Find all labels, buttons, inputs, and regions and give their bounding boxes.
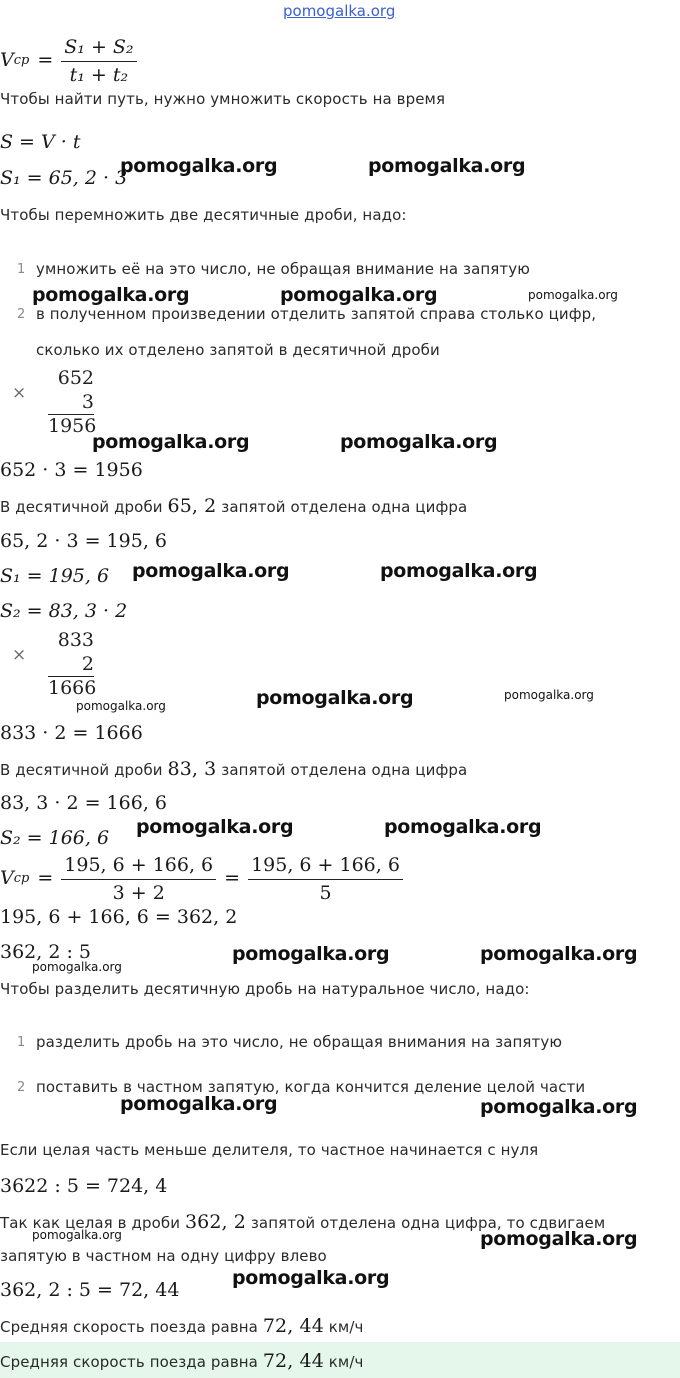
watermark-small: pomogalka.org xyxy=(504,688,594,702)
watermark: pomogalka.org xyxy=(32,284,190,306)
watermark: pomogalka.org xyxy=(92,431,250,453)
equals-sign: = xyxy=(37,867,54,889)
decimal-value: 65, 2 xyxy=(167,495,217,517)
v-symbol: V xyxy=(0,49,14,71)
formula-mult2-line: 833 · 2 = 1666 xyxy=(0,722,143,744)
v-symbol: V xyxy=(0,867,14,889)
answer-value: 72, 44 xyxy=(262,1315,324,1337)
formula-s2-expr: S₂ = 83, 3 · 2 xyxy=(0,600,128,622)
list-number: 2 xyxy=(17,1080,26,1095)
shift-text-line2: запятую в частном на одну цифру влево xyxy=(0,1247,327,1265)
multiply-step-2-line2: сколько их отделено запятой в десятичной дроби xyxy=(36,341,440,359)
watermark: pomogalka.org xyxy=(232,943,390,965)
fraction xyxy=(248,853,403,904)
formula-s1-expr: S₁ = 65, 2 · 3 xyxy=(0,167,128,189)
shift-text: Так как целая в дроби xyxy=(0,1214,181,1232)
final-answer-text xyxy=(0,1350,363,1372)
decimal-note-text: В десятичной дроби xyxy=(0,761,163,779)
divide-step-2: поставить в частном запятую, когда кончится деление целой части xyxy=(36,1078,586,1096)
zero-rule-text: Если целая часть меньше делителя, то частное начинается с нуля xyxy=(0,1141,539,1159)
shift-text: запятой отделена одна цифра, то сдвигаем xyxy=(250,1214,606,1232)
column-factor-b: 3 xyxy=(81,391,94,413)
fraction-numerator: 195, 6 + 166, 6 xyxy=(248,853,403,880)
formula-div-result: 362, 2 : 5 = 72, 44 xyxy=(0,1279,180,1301)
equals-sign: = xyxy=(37,49,54,71)
decimal-note-2 xyxy=(0,758,467,780)
watermark: pomogalka.org xyxy=(384,816,542,838)
column-multiplication-2 xyxy=(48,628,97,699)
v-subscript: cp xyxy=(13,52,30,68)
watermark: pomogalka.org xyxy=(368,155,526,177)
final-answer-value: 72, 44 xyxy=(262,1350,324,1372)
formula-div-int: 3622 : 5 = 724, 4 xyxy=(0,1175,168,1197)
watermark: pomogalka.org xyxy=(136,816,294,838)
fraction-denominator: t₁ + t₂ xyxy=(69,63,129,86)
formula-s-vt: S = V · t xyxy=(0,131,81,153)
watermark: pomogalka.org xyxy=(120,155,278,177)
fraction-numerator: 195, 6 + 166, 6 xyxy=(61,853,216,880)
decimal-note-1 xyxy=(0,495,467,517)
final-answer-unit: км/ч xyxy=(328,1353,364,1371)
fraction xyxy=(61,35,136,86)
watermark: pomogalka.org xyxy=(256,687,414,709)
formula-sum-line: 195, 6 + 166, 6 = 362, 2 xyxy=(0,906,238,928)
answer-label: Средняя скорость поезда равна xyxy=(0,1318,258,1336)
column-factor-a: 833 xyxy=(57,629,94,651)
column-factor-b: 2 xyxy=(81,653,94,675)
equals-sign: = xyxy=(224,867,241,889)
list-number: 1 xyxy=(17,262,26,277)
formula-mult1-line: 652 · 3 = 1956 xyxy=(0,459,143,481)
column-result: 1956 xyxy=(48,415,97,437)
multiply-step-1: умножить её на это число, не обращая внимание на запятую xyxy=(36,260,530,278)
watermark: pomogalka.org xyxy=(120,1093,278,1115)
answer-text xyxy=(0,1315,363,1337)
list-number: 2 xyxy=(17,307,26,322)
times-sign: × xyxy=(12,645,27,665)
watermark: pomogalka.org xyxy=(480,943,638,965)
avg-speed-substitution xyxy=(0,849,403,907)
decimal-note-text: запятой отделена одна цифра xyxy=(221,498,468,516)
watermark: pomogalka.org xyxy=(380,560,538,582)
formula-s1-result: S₁ = 195, 6 xyxy=(0,565,110,587)
decimal-note-text: запятой отделена одна цифра xyxy=(221,761,468,779)
answer-unit: км/ч xyxy=(328,1318,364,1336)
fraction-denominator: 3 + 2 xyxy=(112,881,165,904)
watermark: pomogalka.org xyxy=(480,1096,638,1118)
shift-value: 362, 2 xyxy=(184,1211,246,1233)
fraction xyxy=(61,853,216,904)
decimal-value: 83, 3 xyxy=(167,758,217,780)
fraction-denominator: 5 xyxy=(319,881,332,904)
multiply-intro-text: Чтобы перемножить две десятичные дроби, надо: xyxy=(0,206,407,224)
formula-p2-full: 83, 3 · 2 = 166, 6 xyxy=(0,792,167,814)
column-result: 1666 xyxy=(48,677,97,699)
watermark: pomogalka.org xyxy=(280,284,438,306)
watermark: pomogalka.org xyxy=(340,431,498,453)
divide-step-1: разделить дробь на это число, не обращая внимания на запятую xyxy=(36,1033,563,1051)
formula-s2-result: S₂ = 166, 6 xyxy=(0,827,110,849)
v-subscript: cp xyxy=(13,870,30,886)
times-sign: × xyxy=(12,383,27,403)
decimal-note-text: В десятичной дроби xyxy=(0,498,163,516)
avg-speed-formula xyxy=(0,30,137,90)
watermark-small: pomogalka.org xyxy=(32,960,122,974)
column-multiplication-1 xyxy=(48,366,97,437)
column-factor-a: 652 xyxy=(57,367,94,389)
watermark: pomogalka.org xyxy=(480,1228,638,1250)
watermark-small: pomogalka.org xyxy=(76,699,166,713)
list-number: 1 xyxy=(17,1035,26,1050)
watermark: pomogalka.org xyxy=(132,560,290,582)
watermark-small: pomogalka.org xyxy=(32,1228,122,1242)
multiply-step-2-line1: в полученном произведении отделить запятой справа столько цифр, xyxy=(36,305,597,323)
divide-intro-text: Чтобы разделить десятичную дробь на натуральное число, надо: xyxy=(0,980,530,998)
watermark-top-link[interactable]: pomogalka.org xyxy=(283,2,396,20)
fraction-numerator: S₁ + S₂ xyxy=(61,35,136,62)
formula-div-line: 362, 2 : 5 xyxy=(0,941,92,963)
find-path-text: Чтобы найти путь, нужно умножить скорость на время xyxy=(0,90,446,108)
watermark: pomogalka.org xyxy=(232,1267,390,1289)
final-answer-label: Средняя скорость поезда равна xyxy=(0,1353,258,1371)
watermark-small: pomogalka.org xyxy=(528,288,618,302)
formula-p1-full: 65, 2 · 3 = 195, 6 xyxy=(0,530,167,552)
